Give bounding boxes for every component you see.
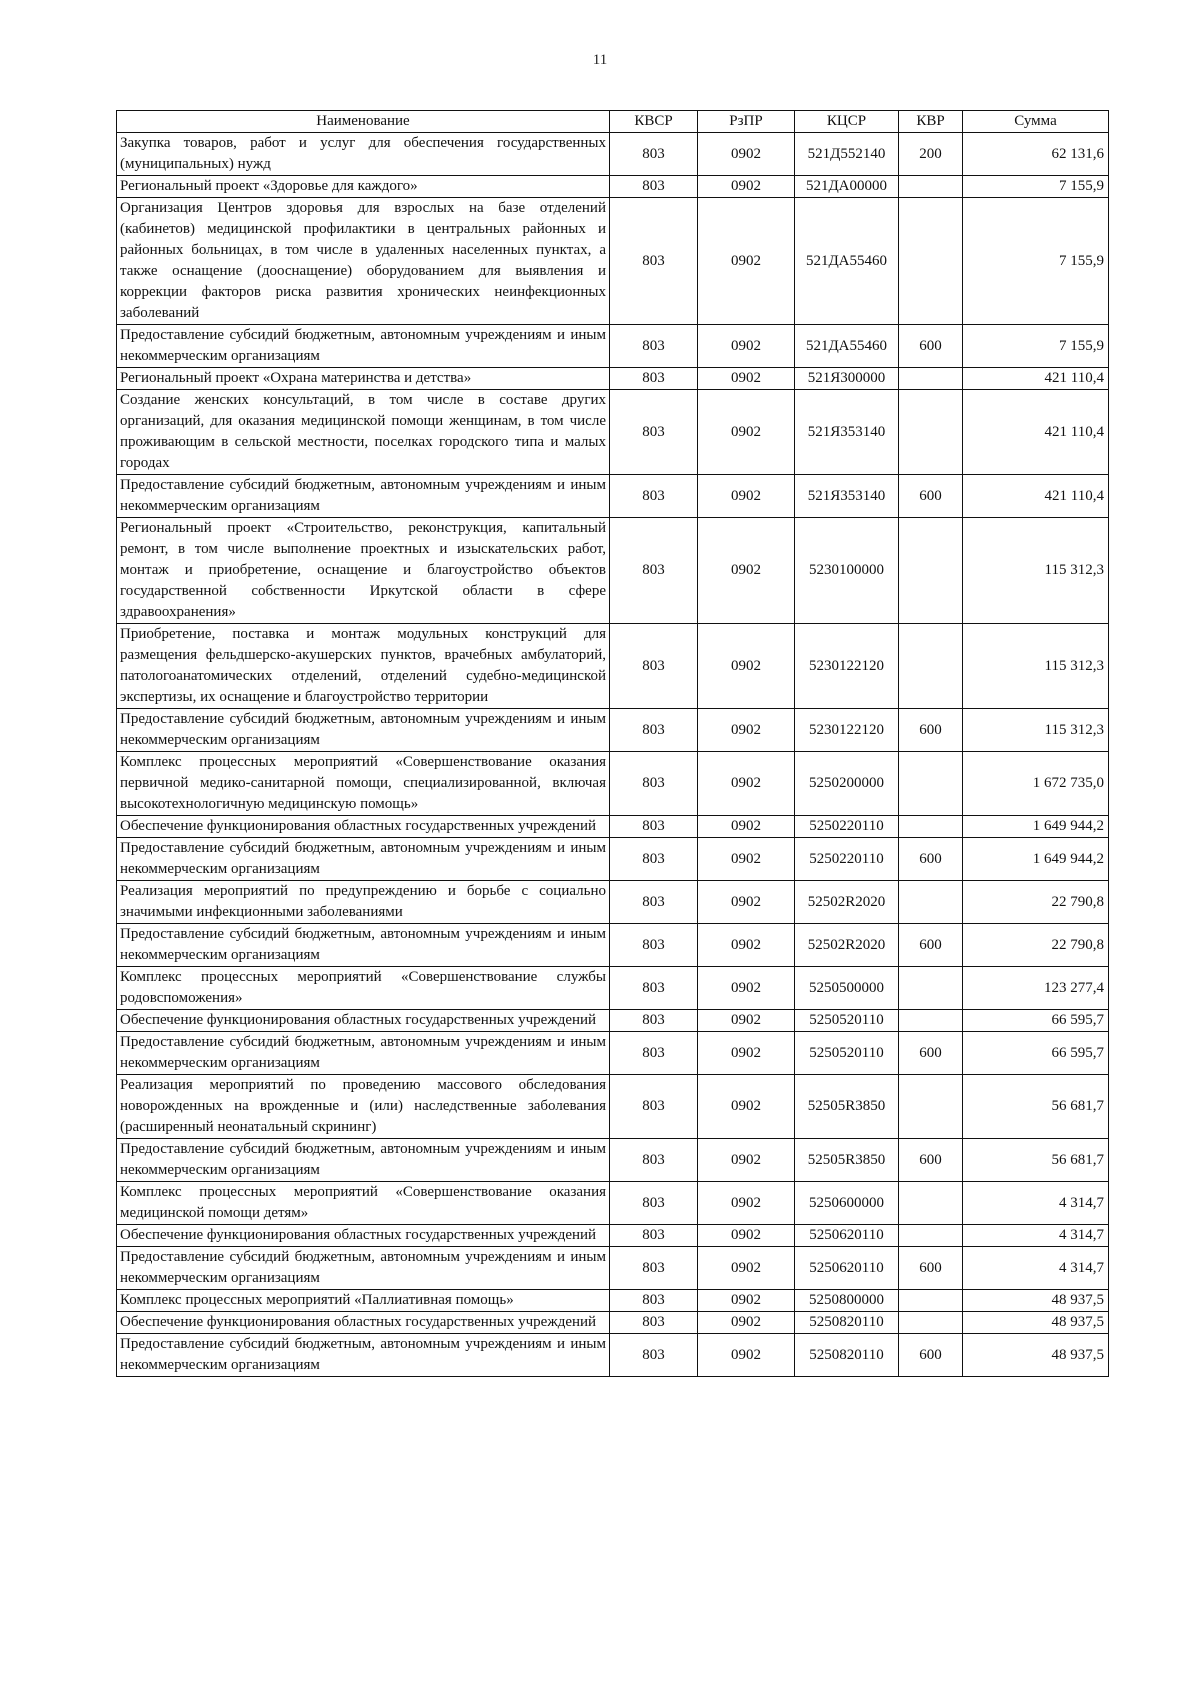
row-kcsr: 5230122120 — [795, 709, 899, 752]
row-kvr — [899, 176, 963, 198]
row-name: Создание женских консультаций, в том числе в составе других организаций, для оказания медицинской помощи женщинам, в том числе проживающим в сельской местности, поселках городского типа и малых городах — [117, 390, 610, 475]
row-name: Предоставление субсидий бюджетным, автономным учреждениям и иным некоммерческим организациям — [117, 1032, 610, 1075]
table-row — [117, 368, 1109, 390]
row-name: Предоставление субсидий бюджетным, автономным учреждениям и иным некоммерческим организациям — [117, 709, 610, 752]
row-kcsr: 5250500000 — [795, 967, 899, 1010]
row-name: Комплекс процессных мероприятий «Совершенствование оказания медицинской помощи детям» — [117, 1182, 610, 1225]
row-sum: 421 110,4 — [963, 475, 1109, 518]
row-rzpr: 0902 — [698, 1032, 795, 1075]
row-rzpr: 0902 — [698, 475, 795, 518]
row-sum: 4 314,7 — [963, 1247, 1109, 1290]
row-kvr — [899, 1312, 963, 1334]
row-sum: 66 595,7 — [963, 1032, 1109, 1075]
row-kcsr: 5250520110 — [795, 1010, 899, 1032]
row-name: Предоставление субсидий бюджетным, автономным учреждениям и иным некоммерческим организациям — [117, 1139, 610, 1182]
row-kcsr: 5250200000 — [795, 752, 899, 816]
row-rzpr: 0902 — [698, 198, 795, 325]
header-sum: Сумма — [963, 111, 1109, 133]
row-kvsr: 803 — [610, 133, 698, 176]
table-row — [117, 518, 1109, 624]
row-sum: 48 937,5 — [963, 1334, 1109, 1377]
row-kvr — [899, 198, 963, 325]
row-rzpr: 0902 — [698, 1182, 795, 1225]
budget-table — [116, 110, 1109, 1377]
row-kvr — [899, 518, 963, 624]
table-row — [117, 390, 1109, 475]
row-kcsr: 5250600000 — [795, 1182, 899, 1225]
row-sum: 22 790,8 — [963, 924, 1109, 967]
row-kvr: 600 — [899, 1032, 963, 1075]
row-kcsr: 5250620110 — [795, 1247, 899, 1290]
table-row — [117, 475, 1109, 518]
row-kcsr: 52505R3850 — [795, 1139, 899, 1182]
row-name: Закупка товаров, работ и услуг для обеспечения государственных (муниципальных) нужд — [117, 133, 610, 176]
row-rzpr: 0902 — [698, 1312, 795, 1334]
row-rzpr: 0902 — [698, 176, 795, 198]
row-kvsr: 803 — [610, 838, 698, 881]
table-row — [117, 838, 1109, 881]
row-sum: 115 312,3 — [963, 624, 1109, 709]
row-kvsr: 803 — [610, 624, 698, 709]
row-rzpr: 0902 — [698, 1247, 795, 1290]
row-kcsr: 52502R2020 — [795, 881, 899, 924]
row-kvr: 600 — [899, 475, 963, 518]
row-name: Комплекс процессных мероприятий «Совершенствование службы родовспоможения» — [117, 967, 610, 1010]
row-name: Региональный проект «Охрана материнства и детства» — [117, 368, 610, 390]
table-row — [117, 1139, 1109, 1182]
row-kcsr: 521ДА55460 — [795, 325, 899, 368]
row-kvr — [899, 1225, 963, 1247]
row-name: Обеспечение функционирования областных государственных учреждений — [117, 1312, 610, 1334]
row-name: Предоставление субсидий бюджетным, автономным учреждениям и иным некоммерческим организациям — [117, 838, 610, 881]
row-rzpr: 0902 — [698, 752, 795, 816]
row-kvr — [899, 1290, 963, 1312]
table-row — [117, 1247, 1109, 1290]
row-kvsr: 803 — [610, 1139, 698, 1182]
row-name: Региональный проект «Строительство, реконструкция, капитальный ремонт, в том числе выполнение проектных и изыскательских работ, монтаж и приобретение, оснащение и благоустройство объектов государственной собственности Иркутской области в сфере здравоохранения» — [117, 518, 610, 624]
row-rzpr: 0902 — [698, 1139, 795, 1182]
table-row — [117, 176, 1109, 198]
row-kvr: 200 — [899, 133, 963, 176]
row-name: Обеспечение функционирования областных государственных учреждений — [117, 1010, 610, 1032]
row-kvsr: 803 — [610, 1312, 698, 1334]
table-row — [117, 881, 1109, 924]
row-kvsr: 803 — [610, 816, 698, 838]
row-kcsr: 521ДА55460 — [795, 198, 899, 325]
row-sum: 48 937,5 — [963, 1312, 1109, 1334]
row-kvr — [899, 816, 963, 838]
row-kvr: 600 — [899, 325, 963, 368]
row-sum: 56 681,7 — [963, 1075, 1109, 1139]
table-row — [117, 1312, 1109, 1334]
row-kcsr: 5250820110 — [795, 1312, 899, 1334]
row-name: Комплекс процессных мероприятий «Совершенствование оказания первичной медико-санитарной помощи, специализированной, включая высокотехнологичную медицинскую помощь» — [117, 752, 610, 816]
table-row — [117, 1032, 1109, 1075]
row-name: Приобретение, поставка и монтаж модульных конструкций для размещения фельдшерско-акушерских пунктов, врачебных амбулаторий, патологоанатомических отделений, отделений судебно-медицинской экспертизы, их оснащение и благоустройство территории — [117, 624, 610, 709]
row-name: Реализация мероприятий по проведению массового обследования новорожденных на врожденные и (или) наследственные заболевания (расширенный неонатальный скрининг) — [117, 1075, 610, 1139]
row-rzpr: 0902 — [698, 368, 795, 390]
row-sum: 4 314,7 — [963, 1225, 1109, 1247]
row-sum: 1 649 944,2 — [963, 816, 1109, 838]
row-rzpr: 0902 — [698, 133, 795, 176]
header-kcsr: КЦСР — [795, 111, 899, 133]
row-kvsr: 803 — [610, 967, 698, 1010]
header-rzpr: РзПР — [698, 111, 795, 133]
row-name: Предоставление субсидий бюджетным, автономным учреждениям и иным некоммерческим организациям — [117, 325, 610, 368]
row-sum: 115 312,3 — [963, 518, 1109, 624]
row-rzpr: 0902 — [698, 967, 795, 1010]
table-row — [117, 1010, 1109, 1032]
row-sum: 123 277,4 — [963, 967, 1109, 1010]
page-number: 11 — [592, 52, 608, 68]
row-kcsr: 5250800000 — [795, 1290, 899, 1312]
table-row — [117, 1075, 1109, 1139]
row-name: Обеспечение функционирования областных государственных учреждений — [117, 1225, 610, 1247]
table-row — [117, 325, 1109, 368]
row-kcsr: 521Я353140 — [795, 390, 899, 475]
table-row — [117, 133, 1109, 176]
row-kvsr: 803 — [610, 1225, 698, 1247]
header-kvsr: КВСР — [610, 111, 698, 133]
row-sum: 4 314,7 — [963, 1182, 1109, 1225]
row-kcsr: 5250620110 — [795, 1225, 899, 1247]
row-rzpr: 0902 — [698, 390, 795, 475]
table-body — [117, 133, 1109, 1377]
row-kvsr: 803 — [610, 518, 698, 624]
row-name: Организация Центров здоровья для взрослых на базе отделений (кабинетов) медицинской профилактики в центральных районных и районных больницах, в том числе в удаленных населенных пунктах, а также оснащение (дооснащение) оборудованием для выявления и коррекции факторов риска развития хронических неинфекционных заболеваний — [117, 198, 610, 325]
row-name: Предоставление субсидий бюджетным, автономным учреждениям и иным некоммерческим организациям — [117, 475, 610, 518]
table-row — [117, 752, 1109, 816]
row-kvsr: 803 — [610, 176, 698, 198]
row-kvr: 600 — [899, 709, 963, 752]
row-kcsr: 521ДА00000 — [795, 176, 899, 198]
table-header-row — [117, 111, 1109, 133]
row-sum: 1 649 944,2 — [963, 838, 1109, 881]
row-sum: 421 110,4 — [963, 368, 1109, 390]
row-sum: 22 790,8 — [963, 881, 1109, 924]
row-kvsr: 803 — [610, 1182, 698, 1225]
row-kvsr: 803 — [610, 752, 698, 816]
row-kvsr: 803 — [610, 198, 698, 325]
row-rzpr: 0902 — [698, 518, 795, 624]
row-kvsr: 803 — [610, 1334, 698, 1377]
row-rzpr: 0902 — [698, 325, 795, 368]
row-kcsr: 521Д552140 — [795, 133, 899, 176]
table-row — [117, 1290, 1109, 1312]
row-kvr — [899, 390, 963, 475]
row-rzpr: 0902 — [698, 709, 795, 752]
row-kvsr: 803 — [610, 475, 698, 518]
row-kcsr: 52505R3850 — [795, 1075, 899, 1139]
row-sum: 421 110,4 — [963, 390, 1109, 475]
header-name: Наименование — [117, 111, 610, 133]
row-sum: 7 155,9 — [963, 325, 1109, 368]
table-row — [117, 624, 1109, 709]
table-row — [117, 1225, 1109, 1247]
table-row — [117, 1182, 1109, 1225]
row-rzpr: 0902 — [698, 1010, 795, 1032]
table-row — [117, 967, 1109, 1010]
row-kvsr: 803 — [610, 709, 698, 752]
table-row — [117, 1334, 1109, 1377]
row-kcsr: 5250820110 — [795, 1334, 899, 1377]
row-kvsr: 803 — [610, 325, 698, 368]
row-rzpr: 0902 — [698, 1334, 795, 1377]
row-kvr: 600 — [899, 838, 963, 881]
row-rzpr: 0902 — [698, 816, 795, 838]
row-name: Региональный проект «Здоровье для каждого» — [117, 176, 610, 198]
row-kcsr: 52502R2020 — [795, 924, 899, 967]
row-kvsr: 803 — [610, 924, 698, 967]
row-name: Предоставление субсидий бюджетным, автономным учреждениям и иным некоммерческим организациям — [117, 1334, 610, 1377]
row-sum: 66 595,7 — [963, 1010, 1109, 1032]
row-kvr — [899, 1182, 963, 1225]
table-row — [117, 198, 1109, 325]
row-kcsr: 521Я300000 — [795, 368, 899, 390]
row-kcsr: 5230122120 — [795, 624, 899, 709]
row-rzpr: 0902 — [698, 838, 795, 881]
row-sum: 7 155,9 — [963, 176, 1109, 198]
table-row — [117, 709, 1109, 752]
row-kcsr: 521Я353140 — [795, 475, 899, 518]
row-kvr — [899, 1010, 963, 1032]
row-kvsr: 803 — [610, 390, 698, 475]
row-sum: 48 937,5 — [963, 1290, 1109, 1312]
row-kvsr: 803 — [610, 881, 698, 924]
row-kcsr: 5250520110 — [795, 1032, 899, 1075]
row-kvsr: 803 — [610, 1247, 698, 1290]
row-name: Обеспечение функционирования областных государственных учреждений — [117, 816, 610, 838]
row-kvr — [899, 967, 963, 1010]
row-name: Комплекс процессных мероприятий «Паллиативная помощь» — [117, 1290, 610, 1312]
table-row — [117, 816, 1109, 838]
row-name: Реализация мероприятий по предупреждению и борьбе с социально значимыми инфекционными заболеваниями — [117, 881, 610, 924]
row-sum: 7 155,9 — [963, 198, 1109, 325]
row-kvr: 600 — [899, 1334, 963, 1377]
row-name: Предоставление субсидий бюджетным, автономным учреждениям и иным некоммерческим организациям — [117, 1247, 610, 1290]
row-sum: 56 681,7 — [963, 1139, 1109, 1182]
row-kvsr: 803 — [610, 1290, 698, 1312]
row-kvsr: 803 — [610, 1010, 698, 1032]
row-kvr — [899, 624, 963, 709]
row-rzpr: 0902 — [698, 624, 795, 709]
row-sum: 1 672 735,0 — [963, 752, 1109, 816]
row-rzpr: 0902 — [698, 1225, 795, 1247]
row-kcsr: 5250220110 — [795, 838, 899, 881]
row-kvr: 600 — [899, 1139, 963, 1182]
row-kcsr: 5230100000 — [795, 518, 899, 624]
row-kvr — [899, 752, 963, 816]
header-kvr: КВР — [899, 111, 963, 133]
row-rzpr: 0902 — [698, 924, 795, 967]
row-rzpr: 0902 — [698, 1290, 795, 1312]
row-rzpr: 0902 — [698, 881, 795, 924]
row-kvr — [899, 368, 963, 390]
row-kvr: 600 — [899, 1247, 963, 1290]
row-rzpr: 0902 — [698, 1075, 795, 1139]
row-sum: 115 312,3 — [963, 709, 1109, 752]
row-kvr: 600 — [899, 924, 963, 967]
row-name: Предоставление субсидий бюджетным, автономным учреждениям и иным некоммерческим организациям — [117, 924, 610, 967]
row-kcsr: 5250220110 — [795, 816, 899, 838]
row-kvr — [899, 881, 963, 924]
row-kvsr: 803 — [610, 1075, 698, 1139]
table-row — [117, 924, 1109, 967]
row-kvr — [899, 1075, 963, 1139]
row-kvsr: 803 — [610, 1032, 698, 1075]
row-kvsr: 803 — [610, 368, 698, 390]
row-sum: 62 131,6 — [963, 133, 1109, 176]
